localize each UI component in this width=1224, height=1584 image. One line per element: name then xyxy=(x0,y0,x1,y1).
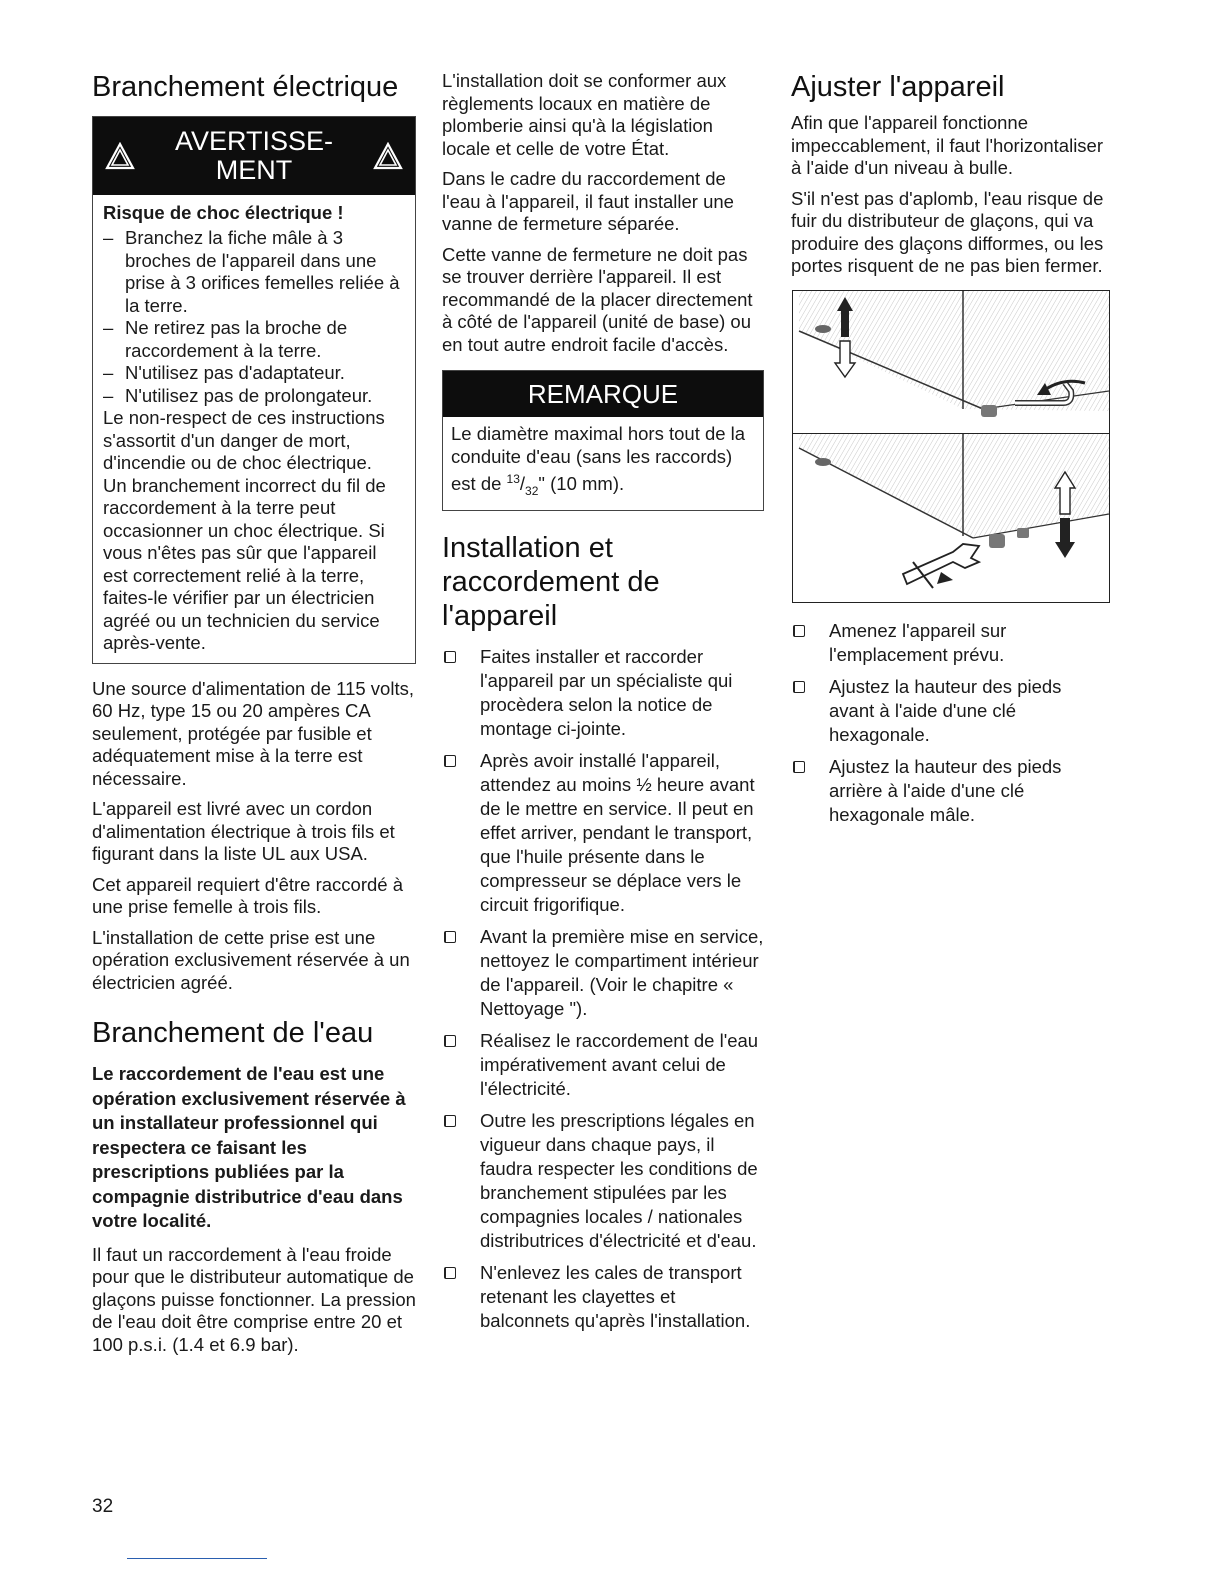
list-item: Ajustez la hauteur des pieds avant à l'aide d'une clé hexagonale. xyxy=(791,675,1109,747)
checkbox-bullet-icon xyxy=(793,761,805,773)
checkbox-bullet-icon xyxy=(793,625,805,637)
paragraph: Cette vanne de fermeture ne doit pas se trouver derrière l'appareil. Il est recommandé de la placer directement à côté de l'appareil (unité de base) ou en tout autre endroit facile d'accès. xyxy=(442,243,753,355)
section-title-adjust: Ajuster l'appareil xyxy=(791,71,1005,103)
paragraph: Cet appareil requiert d'être raccordé à une prise femelle à trois fils. xyxy=(92,873,404,917)
section-title-installation: Installation et raccordement de l'appareil xyxy=(442,532,660,633)
list-item: Réalisez le raccordement de l'eau impérativement avant celui de l'électricité. xyxy=(442,1029,764,1101)
checkbox-bullet-icon xyxy=(444,1267,456,1279)
water-important-note: Le raccordement de l'eau est une opération exclusivement réservée à un installateur professionnel qui respectera ce faisant les prescriptions publiées par la compagnie distributrice d'eau dans votre localité. xyxy=(92,1063,406,1231)
checkbox-bullet-icon xyxy=(793,681,805,693)
warning-body xyxy=(93,195,415,663)
list-item: Après avoir installé l'appareil, attendez au moins ½ heure avant de le mettre en service. Il peut en effet arriver, pendant le transport, que l'huile présente dans le compresseur se déplace vers le circuit frigorifique. xyxy=(442,749,764,917)
note-box xyxy=(442,370,764,511)
note-text: Le diamètre maximal hors tout de la conduite d'eau (sans les raccords) est de $^{13}/_{32}$" (10 mm). xyxy=(451,423,746,498)
paragraph: S'il n'est pas d'aplomb, l'eau risque de fuir du distributeur de glaçons, qui va produire des glaçons difformes, ou les portes risquent de ne pas bien fermer. xyxy=(791,187,1104,276)
middle-column xyxy=(442,70,764,1341)
footer-divider xyxy=(127,1558,267,1559)
warning-item: – Branchez la fiche mâle à 3 broches de l'appareil dans une prise à 3 orifices femelles reliée à la terre. xyxy=(103,227,400,316)
warning-box xyxy=(92,116,416,664)
page-number: 32 xyxy=(92,1496,114,1517)
warning-triangle-icon xyxy=(105,142,135,170)
paragraph: L'installation de cette prise est une opération exclusivement réservée à un électricien agréé. xyxy=(92,926,410,993)
warning-item: – N'utilisez pas de prolongateur. xyxy=(103,384,373,406)
warning-item: – Ne retirez pas la broche de raccordement à la terre. xyxy=(103,317,348,361)
note-body xyxy=(443,417,763,510)
warning-header xyxy=(93,117,415,195)
list-item: Avant la première mise en service, nettoyez le compartiment intérieur de l'appareil. (Voir le chapitre « Nettoyage "). xyxy=(442,925,764,1021)
checkbox-bullet-icon xyxy=(444,1115,456,1127)
list-item: N'enlevez les cales de transport retenant les clayettes et balconnets qu'après l'installation. xyxy=(442,1261,764,1333)
warning-subtitle: Risque de choc électrique ! xyxy=(103,202,344,223)
warning-item: – N'utilisez pas d'adaptateur. xyxy=(103,362,345,383)
list-item: Ajustez la hauteur des pieds arrière à l'aide d'une clé hexagonale mâle. xyxy=(791,755,1109,827)
checkbox-bullet-icon xyxy=(444,755,456,767)
installation-list xyxy=(442,645,764,1333)
list-item: Outre les prescriptions légales en vigueur dans chaque pays, il faudra respecter les conditions de branchement stipulées par les compagnies locales / nationales distributrices d'électricité et d'eau. xyxy=(442,1109,764,1253)
note-header: REMARQUE xyxy=(443,371,763,417)
warning-text: Un branchement incorrect du fil de raccordement à la terre peut occasionner un choc électrique. Si vous n'êtes pas sûr que l'appareil est correctement relié à la terre, faites-le vérifier par un électricien agréé ou un technicien du service après-vente. xyxy=(103,474,386,653)
checkbox-bullet-icon xyxy=(444,1035,456,1047)
paragraph: L'installation doit se conformer aux règlements locaux en matière de plomberie ainsi qu'à la législation locale et celle de votre État. xyxy=(442,70,727,159)
adjust-list xyxy=(791,619,1109,827)
paragraph: Afin que l'appareil fonctionne impeccablement, il faut l'horizontaliser à l'aide d'un niveau à bulle. xyxy=(791,112,1104,178)
leveling-illustration xyxy=(792,290,1110,603)
paragraph: Il faut un raccordement à l'eau froide pour que le distributeur automatique de glaçons puisse fonctionner. La pression de l'eau doit être comprise entre 20 et 100 p.s.i. (1.4 et 6.9 bar). xyxy=(92,1243,416,1355)
right-column xyxy=(791,70,1109,835)
paragraph: Une source d'alimentation de 115 volts, 60 Hz, type 15 ou 20 ampères CA seulement, protégée par fusible et adéquatement mise à la terre est nécessaire. xyxy=(92,677,414,789)
paragraph: Dans le cadre du raccordement de l'eau à l'appareil, il faut installer une vanne de fermeture séparée. xyxy=(442,168,734,234)
list-item: Amenez l'appareil sur l'emplacement prévu. xyxy=(791,619,1109,667)
section-title-water: Branchement de l'eau xyxy=(92,1017,374,1049)
rear-feet-illustration xyxy=(793,434,1109,602)
warning-text: Le non-respect de ces instructions s'assortit d'un danger de mort, d'incendie ou de choc électrique. xyxy=(103,407,385,473)
section-title-electrical: Branchement électrique xyxy=(92,71,399,103)
warning-title: AVERTISSE-MENT xyxy=(174,126,334,185)
left-column xyxy=(92,70,416,1364)
list-item: Faites installer et raccorder l'appareil par un spécialiste qui procèdera selon la notice de montage ci-jointe. xyxy=(442,645,764,741)
warning-triangle-icon xyxy=(373,142,403,170)
front-feet-illustration xyxy=(793,291,1109,433)
checkbox-bullet-icon xyxy=(444,651,456,663)
checkbox-bullet-icon xyxy=(444,931,456,943)
paragraph: L'appareil est livré avec un cordon d'alimentation électrique à trois fils et figurant dans la liste UL aux USA. xyxy=(92,798,395,864)
